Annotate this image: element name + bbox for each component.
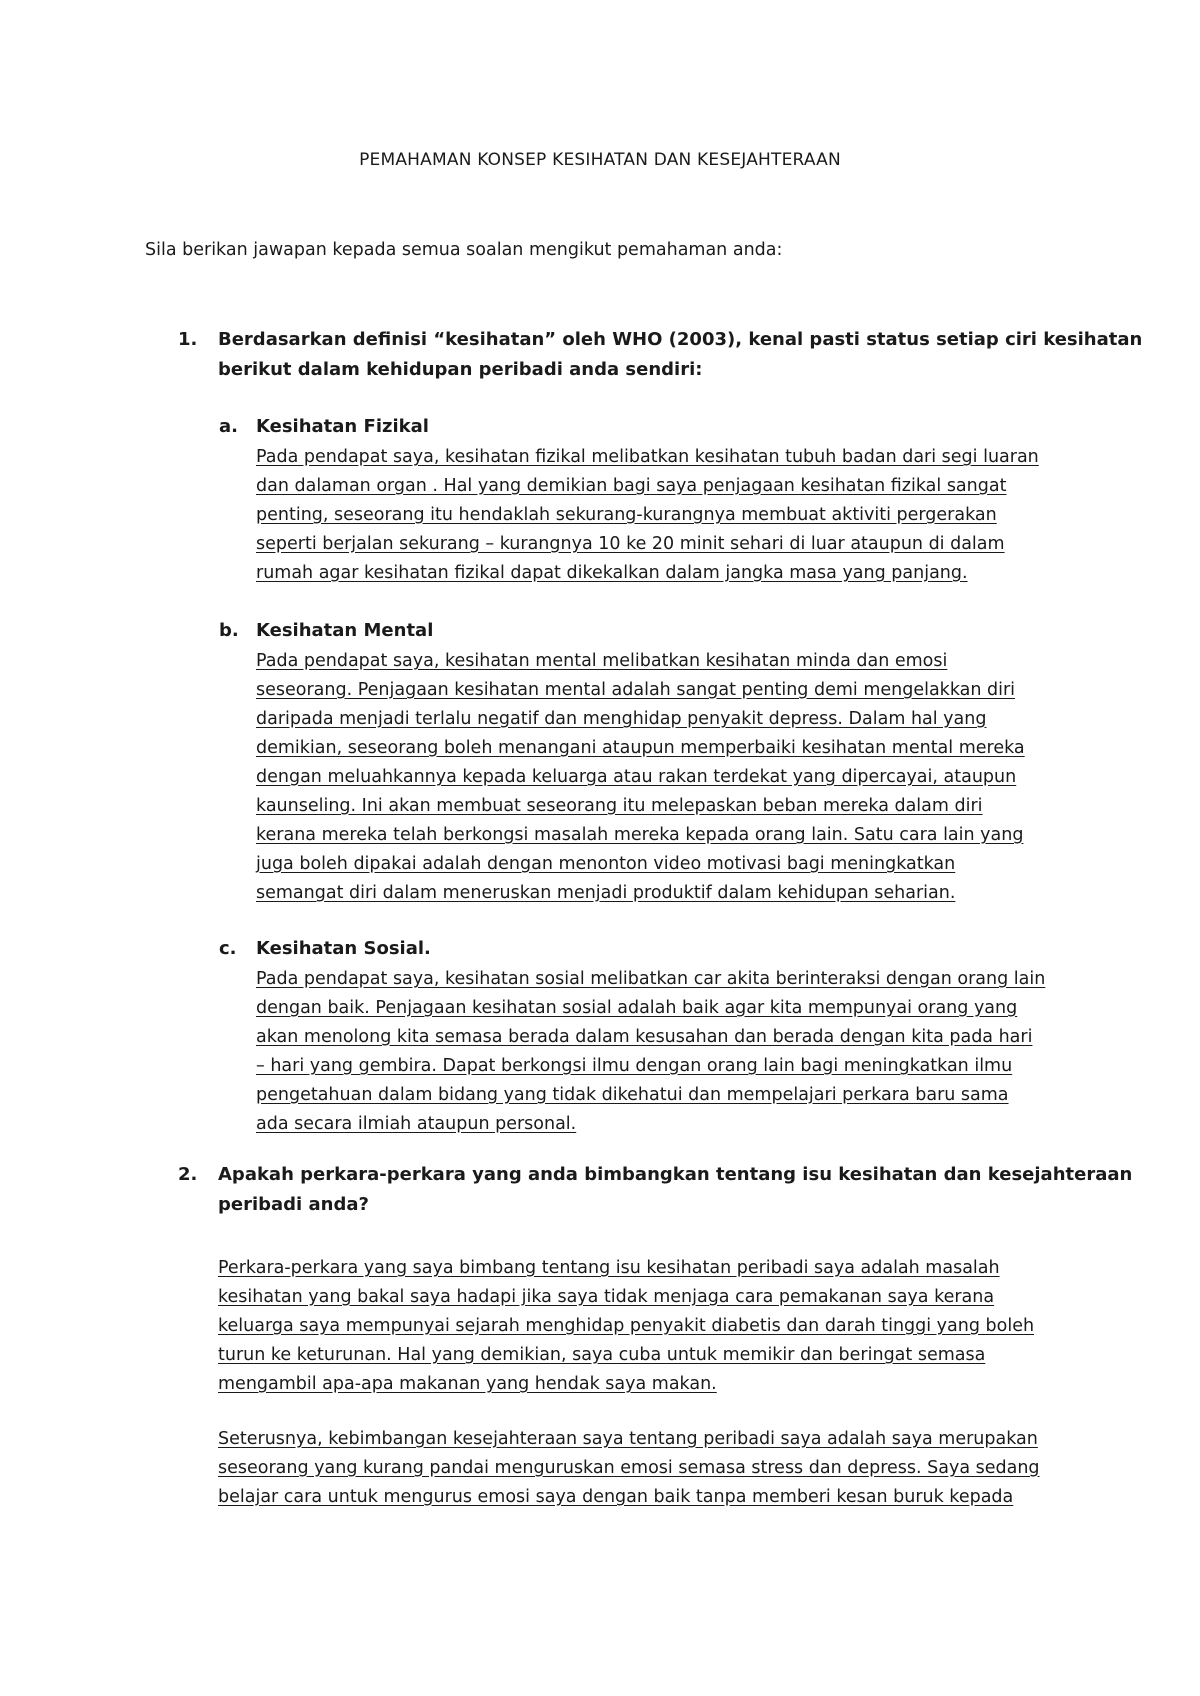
instruction-text: Sila berikan jawapan kepada semua soalan mengikut pemahaman anda: — [145, 240, 783, 260]
answer-line: Pada pendapat saya, kesihatan mental melibatkan kesihatan minda dan emosi — [256, 651, 948, 671]
answer-line: seseorang. Penjagaan kesihatan mental adalah sangat penting demi mengelakkan diri — [256, 680, 1016, 700]
question-line: peribadi anda? — [218, 1194, 369, 1215]
answer-line: ada secara ilmiah ataupun personal. — [256, 1114, 577, 1134]
question-number: 1. — [178, 329, 198, 350]
document-title: PEMAHAMAN KONSEP KESIHATAN DAN KESEJAHTERAAN — [359, 150, 841, 170]
question-line: Berdasarkan definisi “kesihatan” oleh WHO (2003), kenal pasti status setiap ciri kesihatan — [218, 329, 1143, 350]
answer-c — [256, 965, 1045, 1139]
answer-line: juga boleh dipakai adalah dengan menonton video motivasi bagi meningkatkan — [256, 854, 956, 874]
answer-line: – hari yang gembira. Dapat berkongsi ilmu dengan orang lain bagi meningkatkan ilmu — [256, 1056, 1013, 1076]
answer-line: kaunseling. Ini akan membuat seseorang itu melepaskan beban mereka dalam diri — [256, 796, 983, 816]
answer-line: kesihatan yang bakal saya hadapi jika saya tidak menjaga cara pemakanan saya kerana — [218, 1287, 995, 1307]
answer-line: penting, seseorang itu hendaklah sekurang-kurangnya membuat aktiviti pergerakan — [256, 505, 997, 525]
question-2-text — [218, 1160, 1133, 1220]
answer-line: Seterusnya, kebimbangan kesejahteraan saya tentang peribadi saya adalah saya merupakan — [218, 1429, 1038, 1449]
answer-line: Pada pendapat saya, kesihatan fizikal melibatkan kesihatan tubuh badan dari segi luaran — [256, 447, 1039, 467]
part-letter: b. — [219, 620, 239, 641]
part-letter: a. — [219, 416, 238, 437]
answer-2-paragraph-2 — [218, 1425, 1040, 1512]
answer-line: rumah agar kesihatan fizikal dapat dikekalkan dalam jangka masa yang panjang. — [256, 563, 968, 583]
answer-line: mengambil apa-apa makanan yang hendak saya makan. — [218, 1374, 717, 1394]
answer-line: dengan baik. Penjagaan kesihatan sosial adalah baik agar kita mempunyai orang yang — [256, 998, 1018, 1018]
answer-line: Perkara-perkara yang saya bimbang tentang isu kesihatan peribadi saya adalah masalah — [218, 1258, 1000, 1278]
answer-line: demikian, seseorang boleh menangani ataupun memperbaiki kesihatan mental mereka — [256, 738, 1025, 758]
question-line: berikut dalam kehidupan peribadi anda sendiri: — [218, 359, 703, 380]
answer-line: dengan meluahkannya kepada keluarga atau rakan terdekat yang dipercayai, ataupun — [256, 767, 1017, 787]
answer-line: kerana mereka telah berkongsi masalah mereka kepada orang lain. Satu cara lain yang — [256, 825, 1024, 845]
question-line: Apakah perkara-perkara yang anda bimbangkan tentang isu kesihatan dan kesejahteraan — [218, 1164, 1133, 1185]
answer-line: seseorang yang kurang pandai menguruskan emosi semasa stress dan depress. Saya sedang — [218, 1458, 1040, 1478]
answer-line: pengetahuan dalam bidang yang tidak dikehatui dan mempelajari perkara baru sama — [256, 1085, 1009, 1105]
answer-line: dan dalaman organ . Hal yang demikian bagi saya penjagaan kesihatan fizikal sangat — [256, 476, 1007, 496]
answer-b — [256, 647, 1025, 908]
part-letter: c. — [219, 938, 237, 959]
answer-line: keluarga saya mempunyai sejarah menghidap penyakit diabetis dan darah tinggi yang boleh — [218, 1316, 1035, 1336]
part-heading: Kesihatan Mental — [256, 620, 434, 641]
answer-line: seperti berjalan sekurang – kurangnya 10 ke 20 minit sehari di luar ataupun di dalam — [256, 534, 1005, 554]
answer-line: akan menolong kita semasa berada dalam kesusahan dan berada dengan kita pada hari — [256, 1027, 1033, 1047]
question-1-text — [218, 325, 1143, 385]
answer-2-paragraph-1 — [218, 1254, 1034, 1399]
part-heading: Kesihatan Fizikal — [256, 416, 429, 437]
answer-line: Pada pendapat saya, kesihatan sosial melibatkan car akita berinteraksi dengan orang lain — [256, 969, 1046, 989]
answer-line: turun ke keturunan. Hal yang demikian, saya cuba untuk memikir dan beringat semasa — [218, 1345, 986, 1365]
answer-line: belajar cara untuk mengurus emosi saya dengan baik tanpa memberi kesan buruk kepada — [218, 1487, 1014, 1507]
part-heading: Kesihatan Sosial. — [256, 938, 431, 959]
question-number: 2. — [178, 1164, 198, 1185]
answer-line: daripada menjadi terlalu negatif dan menghidap penyakit depress. Dalam hal yang — [256, 709, 987, 729]
answer-line: semangat diri dalam meneruskan menjadi produktif dalam kehidupan seharian. — [256, 883, 956, 903]
answer-a — [256, 443, 1039, 588]
